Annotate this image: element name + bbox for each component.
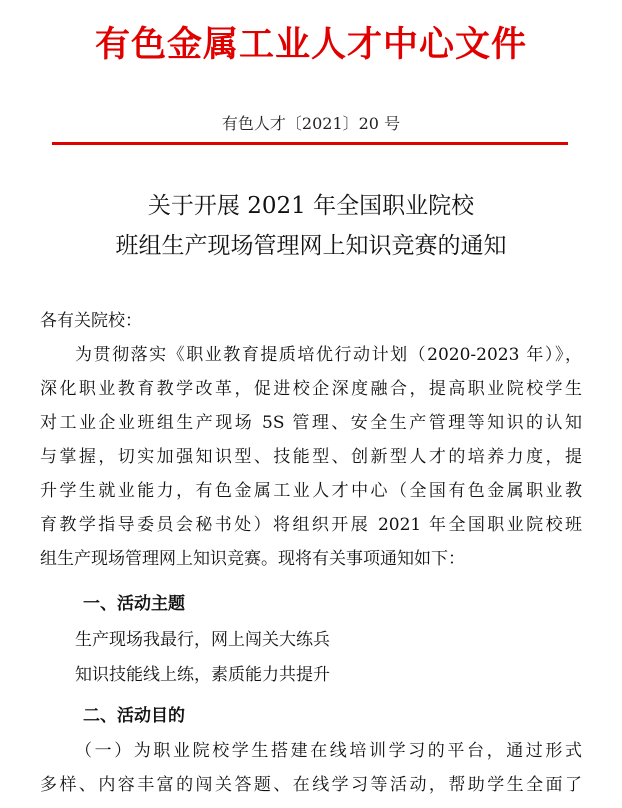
section-heading-theme: 一、活动主题 <box>83 594 185 614</box>
red-divider-line <box>52 142 568 145</box>
paragraph-line: （一）为职业院校学生搭建在线培训学习的平台，通过形式 <box>75 741 582 761</box>
paragraph-line: 组生产现场管理网上知识竞赛。现将有关事项通知如下： <box>40 549 465 569</box>
paragraph-line: 为贯彻落实《职业教育提质培优行动计划（2020-2023 年）》， <box>75 345 582 365</box>
notice-title-line-2: 班组生产现场管理网上知识竞赛的通知 <box>115 233 507 259</box>
paragraph-line: 对工业企业班组生产现场 5S 管理、安全生产管理等知识的认知 <box>40 413 582 433</box>
salutation: 各有关院校： <box>40 311 142 331</box>
theme-line: 生产现场我最行，网上闯关大练兵 <box>75 630 330 650</box>
paragraph-line: 多样、内容丰富的闯关答题、在线学习等活动，帮助学生全面了 <box>40 775 582 795</box>
document-number: 有色人才〔2021〕20 号 <box>221 114 401 133</box>
section-heading-purpose: 二、活动目的 <box>83 706 185 726</box>
paragraph-line: 升学生就业能力，有色金属工业人才中心（全国有色金属职业教 <box>40 481 582 501</box>
paragraph-line: 深化职业教育教学改革，促进校企深度融合，提高职业院校学生 <box>40 379 582 399</box>
theme-line: 知识技能线上练，素质能力共提升 <box>75 665 330 685</box>
paragraph-line: 与掌握，切实加强知识型、技能型、创新型人才的培养力度，提 <box>40 447 582 467</box>
notice-title-line-1: 关于开展 2021 年全国职业院校 <box>147 193 475 219</box>
document-header-title: 有色金属工业人才中心文件 <box>94 25 527 65</box>
paragraph-line: 育教学指导委员会秘书处）将组织开展 2021 年全国职业院校班 <box>40 515 582 535</box>
